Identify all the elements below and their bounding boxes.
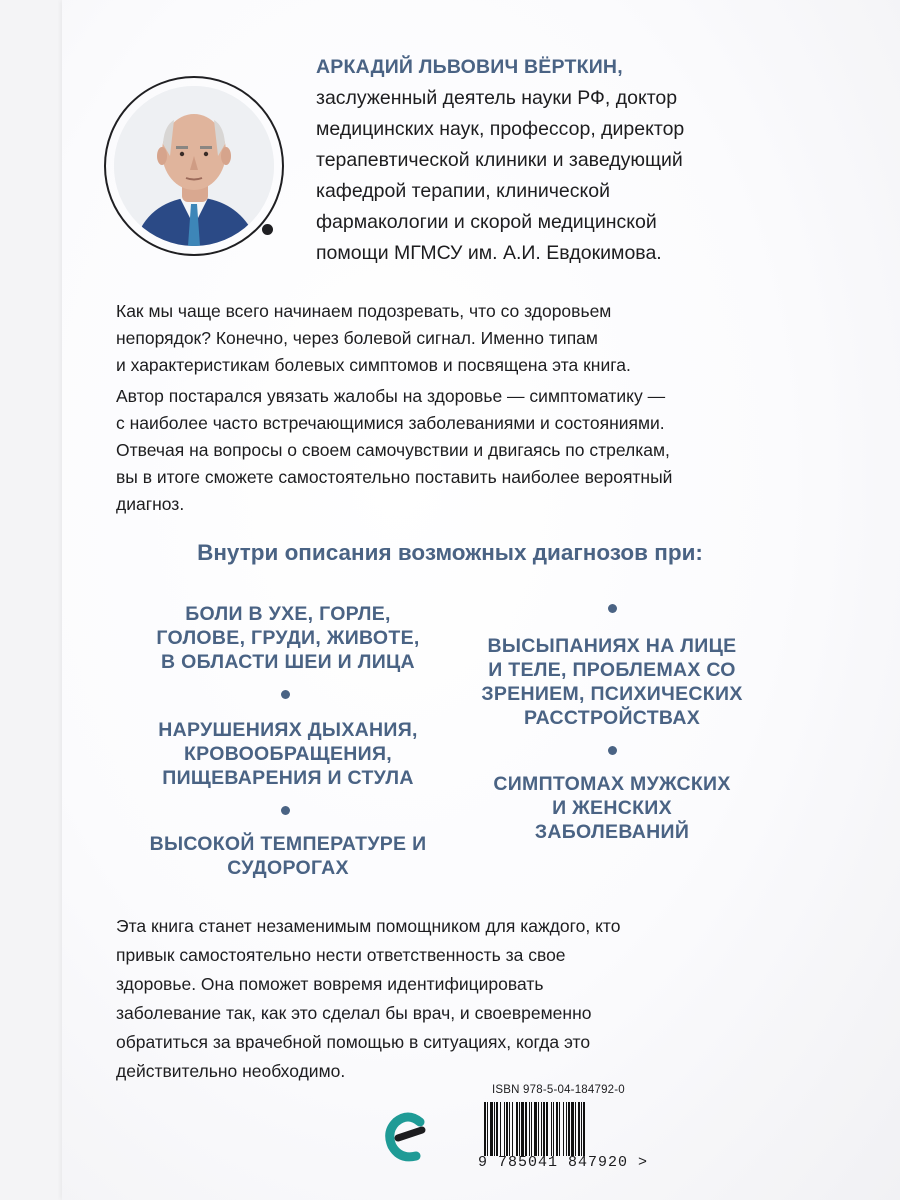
intro-line: Отвечая на вопросы о своем самочувствии и двигаясь по стрелкам, bbox=[116, 440, 670, 460]
barcode-bar bbox=[581, 1102, 582, 1156]
bullet bbox=[281, 690, 290, 699]
intro-paragraph-2 bbox=[116, 383, 816, 518]
isbn-label: ISBN 978-5-04-184792-0 bbox=[492, 1084, 625, 1096]
author-bio-line: терапевтической клиники и заведующий bbox=[316, 149, 683, 171]
barcode-bar bbox=[484, 1102, 486, 1156]
barcode-bar bbox=[531, 1102, 532, 1156]
barcode-bar bbox=[519, 1102, 520, 1156]
outro-line: заболевание так, как это сделал бы врач, и своевременно bbox=[116, 1003, 592, 1023]
barcode-bar bbox=[494, 1102, 495, 1156]
barcode-bar bbox=[551, 1102, 552, 1156]
diagnosis-fever bbox=[128, 832, 448, 880]
eksmo-logo-icon bbox=[384, 1108, 434, 1168]
bullet bbox=[281, 806, 290, 815]
barcode-bar bbox=[556, 1102, 558, 1156]
barcode-bar bbox=[563, 1102, 564, 1156]
barcode-bar bbox=[516, 1102, 518, 1156]
barcode-bar bbox=[506, 1102, 508, 1156]
diagnosis-rash bbox=[462, 634, 762, 730]
barcode-bar bbox=[509, 1102, 510, 1156]
intro-text bbox=[116, 298, 816, 522]
intro-line: вы в итоге сможете самостоятельно поставить наиболее вероятный bbox=[116, 467, 673, 487]
barcode-bar bbox=[568, 1102, 570, 1156]
barcode-bar bbox=[538, 1102, 539, 1156]
barcode-bar bbox=[487, 1102, 488, 1156]
author-bio-line: кафедрой терапии, клинической bbox=[316, 180, 610, 202]
barcode-bar bbox=[496, 1102, 498, 1156]
outro-text bbox=[116, 912, 756, 1086]
diagnosis-line: КРОВООБРАЩЕНИЯ, bbox=[183, 743, 393, 765]
barcode-bar bbox=[541, 1102, 542, 1156]
diagnosis-line: ЗРЕНИЕМ, ПСИХИЧЕСКИХ bbox=[481, 683, 743, 705]
diagnosis-line: ГОЛОВЕ, ГРУДИ, ЖИВОТЕ, bbox=[156, 627, 420, 649]
barcode-bar bbox=[529, 1102, 530, 1156]
barcode-number: 9 785041 847920 > bbox=[478, 1154, 649, 1171]
barcode-bar bbox=[500, 1102, 501, 1156]
barcode-bar bbox=[512, 1102, 513, 1156]
barcode-bar bbox=[583, 1102, 585, 1156]
diagnosis-line: И ТЕЛЕ, ПРОБЛЕМАХ СО bbox=[488, 659, 736, 681]
author-bio-line: фармакологии и скорой медицинской bbox=[316, 211, 657, 233]
barcode-bar bbox=[534, 1102, 537, 1156]
barcode-bar bbox=[575, 1102, 576, 1156]
diagnosis-line: НАРУШЕНИЯХ ДЫХАНИЯ, bbox=[158, 719, 418, 741]
intro-line: непорядок? Конечно, через болевой сигнал. Именно типам bbox=[116, 328, 598, 348]
barcode-bar bbox=[559, 1102, 560, 1156]
barcode-bar bbox=[571, 1102, 574, 1156]
intro-line: диагноз. bbox=[116, 494, 185, 514]
author-bio-line: медицинских наук, профессор, директор bbox=[316, 118, 685, 140]
barcode-bar bbox=[578, 1102, 580, 1156]
barcode-bar bbox=[546, 1102, 548, 1156]
outro-line: обратиться за врачебной помощью в ситуациях, когда это bbox=[116, 1032, 591, 1052]
diagnosis-line: СУДОРОГАХ bbox=[227, 857, 349, 879]
author-photo-drawing bbox=[114, 86, 274, 246]
intro-line: Как мы чаще всего начинаем подозревать, что со здоровьем bbox=[116, 301, 612, 321]
diagnosis-line: СИМПТОМАХ МУЖСКИХ bbox=[493, 773, 731, 795]
diagnosis-line: ВЫСЫПАНИЯХ НА ЛИЦЕ bbox=[487, 635, 737, 657]
diagnosis-gender bbox=[462, 772, 762, 844]
author-name: АРКАДИЙ ЛЬВОВИЧ ВЁРТКИН, bbox=[316, 56, 623, 78]
diagnosis-line: И ЖЕНСКИХ bbox=[552, 797, 672, 819]
diagnosis-line: БОЛИ В УХЕ, ГОРЛЕ, bbox=[185, 603, 391, 625]
author-bio-line: заслуженный деятель науки РФ, доктор bbox=[316, 87, 678, 109]
diagnosis-line: В ОБЛАСТИ ШЕИ И ЛИЦА bbox=[161, 651, 415, 673]
outro-line: действительно необходимо. bbox=[116, 1061, 346, 1081]
ring-dot bbox=[262, 224, 273, 235]
diagnosis-line: ПИЩЕВАРЕНИЯ И СТУЛА bbox=[162, 767, 414, 789]
bullet bbox=[608, 604, 617, 613]
intro-paragraph-1 bbox=[116, 298, 816, 379]
outro-line: Эта книга станет незаменимым помощником для каждого, кто bbox=[116, 916, 621, 936]
intro-line: и характеристикам болевых симптомов и посвящена эта книга. bbox=[116, 355, 631, 375]
barcode bbox=[482, 1102, 642, 1156]
diagnosis-line: ЗАБОЛЕВАНИЙ bbox=[534, 821, 690, 843]
diagnosis-pain bbox=[138, 602, 438, 674]
outro-line: привык самостоятельно нести ответственность за свое bbox=[116, 945, 566, 965]
outro-line: здоровье. Она поможет вовремя идентифицировать bbox=[116, 974, 544, 994]
barcode-bar bbox=[543, 1102, 545, 1156]
author-portrait bbox=[114, 86, 274, 246]
author-block bbox=[316, 52, 756, 269]
diagnosis-line: РАССТРОЙСТВАХ bbox=[523, 707, 701, 729]
diagnosis-line: ВЫСОКОЙ ТЕМПЕРАТУРЕ И bbox=[149, 833, 427, 855]
barcode-bar bbox=[525, 1102, 527, 1156]
diagnosis-breathing bbox=[138, 718, 438, 790]
diagnoses-title: Внутри описания возможных диагнозов при: bbox=[197, 540, 703, 565]
intro-line: с наиболее часто встречающимися заболеваниями и состояниями. bbox=[116, 413, 665, 433]
intro-line: Автор постарался увязать жалобы на здоровье — симптоматику — bbox=[116, 386, 666, 406]
author-portrait-frame bbox=[104, 76, 284, 256]
author-bio-line: помощи МГМСУ им. А.И. Евдокимова. bbox=[316, 242, 662, 264]
barcode-bar bbox=[566, 1102, 567, 1156]
barcode-bar bbox=[521, 1102, 524, 1156]
bullet bbox=[608, 746, 617, 755]
barcode-bar bbox=[553, 1102, 554, 1156]
barcode-bar bbox=[504, 1102, 505, 1156]
barcode-bar bbox=[490, 1102, 493, 1156]
